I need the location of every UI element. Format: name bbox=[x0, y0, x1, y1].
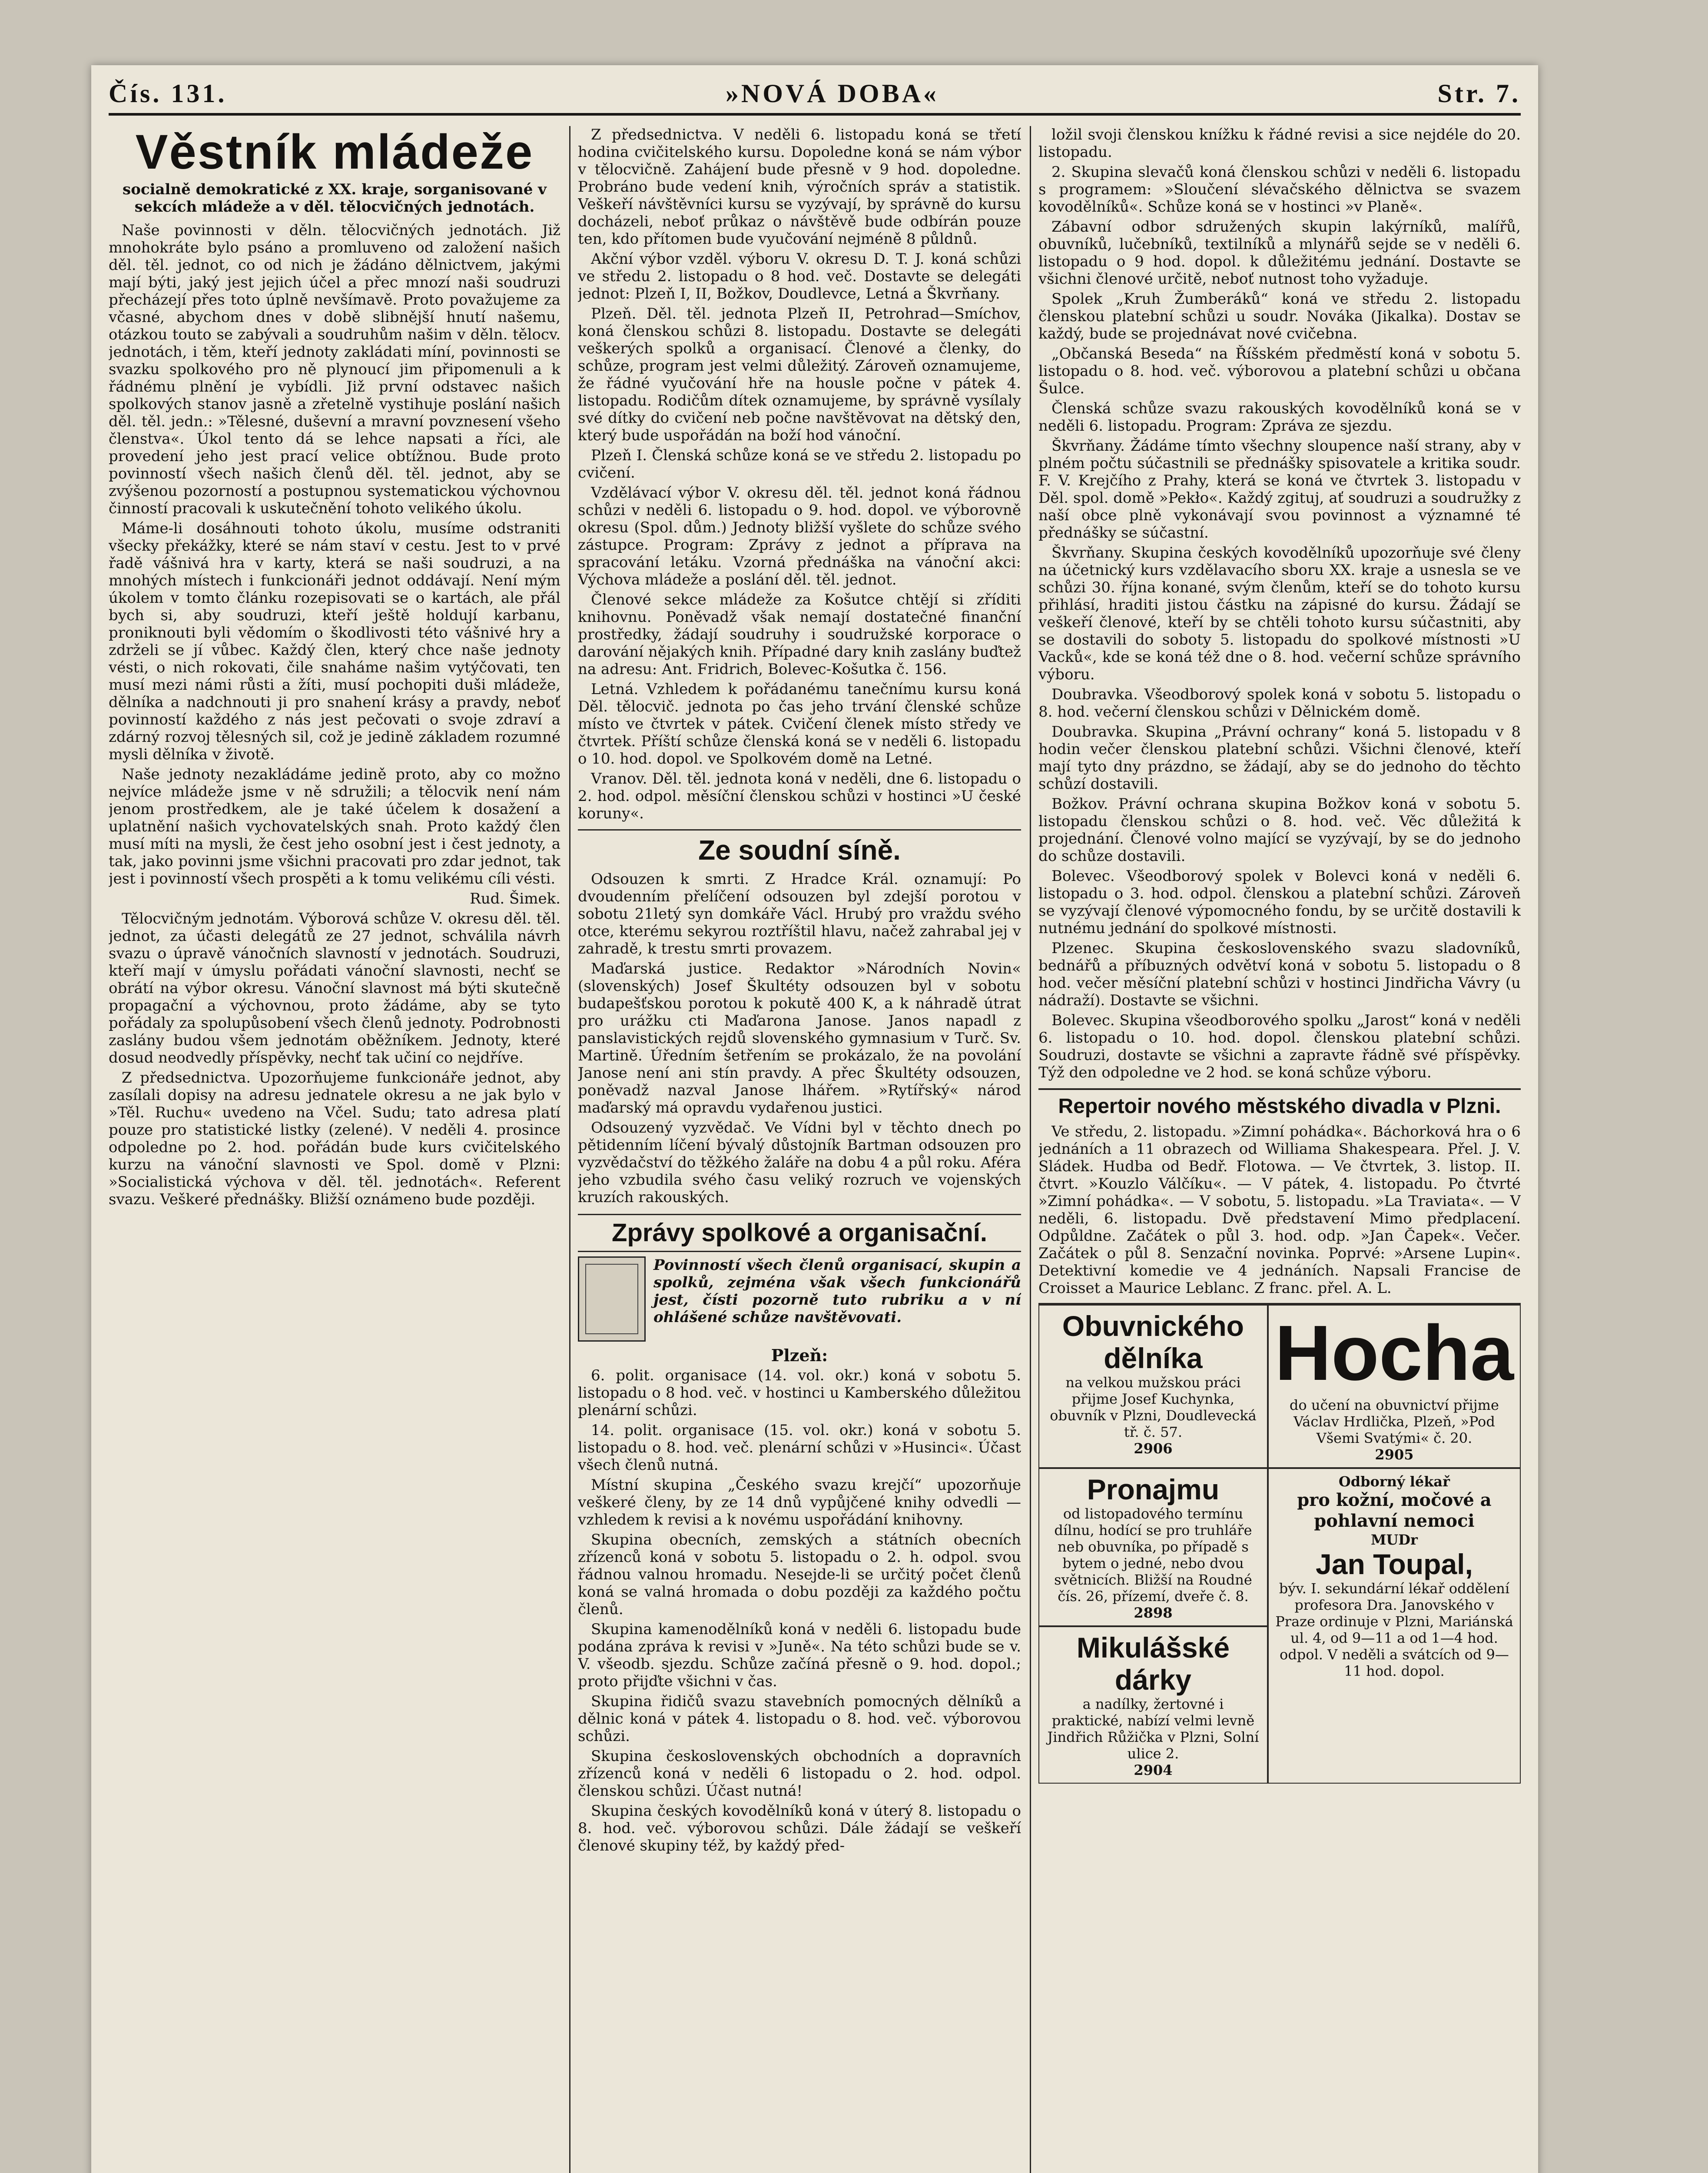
association-paragraph: 14. polit. organisace (15. vol. okr.) koná v sobotu 5. listopadu o 8. hod. več. plenární schůzi v »Husinci«. Účast všech členů nutná. bbox=[578, 1422, 1021, 1474]
ad-line: pro kožní, močové a pohlavní nemoci bbox=[1297, 1490, 1492, 1531]
association-paragraph: ložil svoji členskou knížku k řádné revisi a sice nejdéle do 20. listopadu. bbox=[1038, 126, 1521, 161]
column-2 bbox=[578, 126, 1021, 2173]
association-paragraph: Doubravka. Všeodborový spolek koná v sobotu 5. listopadu o 8. hod. večerní členskou schůzi v Dělnickém domě. bbox=[1038, 686, 1521, 721]
notice-text: Povinností všech členů organisací, skupin a spolků, zejména však všech funkcionářů jest, čísti pozorně tuto rubriku a v ní ohlášené schůze navštěvovati. bbox=[653, 1256, 1021, 1326]
column-3 bbox=[1038, 126, 1521, 2173]
ad-number: 2904 bbox=[1134, 1762, 1173, 1778]
court-section-heading: Ze soudní síně. bbox=[578, 829, 1021, 865]
association-paragraph: Doubravka. Skupina „Právní ochrany“ koná 5. listopadu v 8 hodin večer členskou platební schůzi. Všichni členové, kteří mají tyto dny prázdno, se žádají, aby se do jednoho do těchto schůzí dostavili. bbox=[1038, 723, 1521, 793]
association-paragraph: Škvrňany. Žádáme tímto všechny sloupence naší strany, aby v plném počtu súčastnili se přednášky spisovatele a kritika soudr. F. V. Krejčího z Prahy, která se koná ve čtvrtek 3. listopadu v Děl. spol. domě »Pekło«. Každý zgituj, ať soudruzi a soudružky z naší obce plně vykonávají svou povinnost a významné té přednášky se súčastní. bbox=[1038, 437, 1521, 542]
association-paragraph: Spolek „Kruh Žumberáků“ koná ve středu 2. listopadu členskou platební schůzi u soudr. Nováka (Jikalka). Dostav se každý, bude se projednávat nové cvičebna. bbox=[1038, 290, 1521, 342]
article-paragraph: Z předsednictva. Upozorňujeme funkcionáře jednot, aby zasílali dopisy na adresu jednatele okresu a ne jak bylo v »Těl. Ruchu« uvedeno na Včel. Sudu; tato adresa platí pouze pro statistické listky (zelené). V neděli 4. prosince odpoledne po 2. hod. pořádán bude kurs cvičitelského kurzu na vánoční slavnosti ve Spol. domě v Plzni: »Socialistická výchova v děl. těl. jednotách«. Referent svazu. Veškeré přednášky. Bližší oznámeno bude později. bbox=[109, 1069, 560, 1208]
ad-doctor bbox=[1268, 1468, 1521, 1784]
notice-paragraph: Z předsednictva. V neděli 6. listopadu koná se třetí hodina cvičitelského kursu. Dopoledne koná se nám výbor v tělocvičně. Zahájení bude přesně v 9 hod. dopoledne. Probráno bude vedení knih, výročních správ a statistik. Veškeří návštěvníci kursu se vyzývají, by správně do kursu docházeli, neboť průkaz o návštěvě bude odbírán pouze ten, kdo přítomen bude vyučování nejméně 8 půldnů. bbox=[578, 126, 1021, 248]
ad-body: a nadílky, žertovné i praktické, nabízí velmi levně Jindřich Růžička v Plzni, Solní ulice 2. bbox=[1047, 1696, 1259, 1762]
notice-paragraph: Akční výbor vzděl. výboru V. okresu D. T. J. koná schůzi ve středu 2. listopadu o 8 hod. več. Dostavte se delegáti jednot: Plzeň I, II, Božkov, Doudlevce, Letná a Škvrňany. bbox=[578, 250, 1021, 302]
issue-number: Čís. 131. bbox=[109, 79, 227, 108]
notice-paragraph: Vranov. Děl. těl. jednota koná v neděli, dne 6. listopadu o 2. hod. odpol. měsíční členskou schůzi v hostinci »U české koruny«. bbox=[578, 770, 1021, 822]
youth-bulletin-subheading: socialně demokratické z XX. kraje, sorganisované v sekcích mládeže a v děl. tělocvičných jednotách. bbox=[123, 181, 547, 216]
court-paragraph: Maďarská justice. Redaktor »Národních Novin« (slovenských) Josef Škultéty odsouzen byl v sobotu budapešťskou porotou k pokutě 400 K, a k náhradě útrat pro urážku cti Maďarona Janose. Janos napadl z panslavistických rejdů slovenského gymnasium v Turč. Sv. Martině. Úředním šetřením se prokázalo, že na povolání Janose není ani stín pravdy. A přec Škultéty odsouzen, poněvadž nazval Janose lhářem. »Rytířský« národ maďarský má opravdu vydařenou justici. bbox=[578, 960, 1021, 1116]
notice-paragraph: Letná. Vzhledem k pořádanému tanečnímu kursu koná Děl. tělocvič. jednota po čas jeho trvání členské schůze místo ve čtvrtek v pátek. Cvičení členek místo středy ve čtvrtek. Příští schůze členská koná se v neděli 6. listopadu o 10. hod. dopol. ve Spolkovém domě na Letné. bbox=[578, 681, 1021, 768]
notice-paragraph: Členové sekce mládeže za Košutce chtějí si zříditi knihovnu. Poněvadž však nemají dostatečné finanční prostředky, žádají soudruhy i soudružské korporace o darování nějakých knih. Případné dary knih zaslány buďtež na adresu: Ant. Fridrich, Bolevec-Košutka č. 156. bbox=[578, 591, 1021, 678]
association-paragraph: 2. Skupina slevačů koná členskou schůzi v neděli 6. listopadu s programem: »Sloučení slévačského dělnictva se svazem kovodělníků«. Schůze koná se v hostinci »v Planě«. bbox=[1038, 163, 1521, 216]
association-paragraph: Skupina českých kovodělníků koná v úterý 8. listopadu o 8. hod. več. výborovou schůzi. Dále žádají se veškeří členové skupiny též, by každý před- bbox=[578, 1802, 1021, 1854]
article-paragraph: Máme-li dosáhnouti tohoto úkolu, musíme odstraniti všecky překážky, které se nám staví v cestu. Jest to v prvé řadě vášnivá hra v karty, která se naši soudruzi, a na mnohých místech i funkcionáři jednot oddávají. Není mým úkolem v tomto článku rozepisovati se o kartách, ale přál bych si, aby soudruzi, kteří ještě holdují karbanu, proniknouti byli vědomím o škodlivosti této vášnivé hry a zdrželi se jí vůbec. Každý člen, který chce naše jednoty vésti, o nich rokovati, čile snaháme našim vytýčovati, ten musí mezi námi růsti a žíti, musí pochopiti duši mládeže, dělníka a nadchnouti ji pro snahení krásy a pravdy, neboť povinností každého z nás jest pečovati o svoje zdraví a zdárný rozvoj tělesných sil, což je jedině základem rozumné mysli dělníka v životě. bbox=[109, 520, 560, 763]
ad-body: na velkou mužskou práci přijme Josef Kuchynka, obuvník v Plzni, Doudlevecká tř. č. 57. bbox=[1050, 1374, 1257, 1440]
association-paragraph: Skupina obecních, zemských a státních obecních zřízenců koná v sobotu 5. listopadu o 2. h. odpol. svou řádnou valnou hromadu. Nesejde-li se určitý počet členů koná se valná hromada o dobu později za každého počtu členů. bbox=[578, 1531, 1021, 1618]
association-paragraph: Božkov. Právní ochrana skupina Božkov koná v sobotu 5. listopadu členskou schůzi o 8. hod. več. Věc důležitá k projednání. Členové volno mající se vyzývají, by se do jednoho do schůze dostavili. bbox=[1038, 795, 1521, 865]
ad-title: Mikulášské bbox=[1076, 1631, 1230, 1664]
association-paragraph: Skupina řidičů svazu stavebních pomocných dělníků a dělnic koná v pátek 4. listopadu o 8. hod. več. výborovou schůzi. bbox=[578, 1693, 1021, 1745]
ad-title: dárky bbox=[1114, 1664, 1191, 1696]
associations-section-heading: Zprávy spolkové a organisační. bbox=[578, 1214, 1021, 1252]
notice-paragraph: Plzeň. Děl. těl. jednota Plzeň II, Petrohrad—Smíchov, koná členskou schůzi 8. listopadu. Dostavte se delegáti veškerých spolků a organisací. Členové a členky, do schůze, program jest velmi důležitý. Zároveň oznamujeme, že řádné vyučování hře na housle počne v pátek 4. listopadu. Rodičům dítek oznamujeme, by správně vysílaly své dítky do cvičení neb počne navštěvovat na dětský den, který bude uspořádán na boží hod vánoční. bbox=[578, 305, 1021, 444]
article-paragraph: Naše jednoty nezakládáme jedině proto, aby co možno nejvíce mládeže jsme v ně sdružili; a tělocvik není nám jenom prostředkem, ale je také účelem k dosažení a uplatnění našich vychovatelských snah. Proto každý člen musí míti na mysli, že čest jeho osobní jest i čest jednoty, a tak, jako povinni jsme všichni pracovati pro zdar jednot, tak jest i povinností všech prospěti a k tomu velikému cíli vésti. bbox=[109, 766, 560, 887]
ad-body: do učení na obuvnictví přijme Václav Hrdlička, Plzeň, »Pod Všemi Svatými« č. 20. bbox=[1289, 1397, 1499, 1446]
ad-line: Odborný lékař bbox=[1338, 1473, 1450, 1490]
ad-gifts bbox=[1038, 1626, 1268, 1784]
ad-number: 2906 bbox=[1134, 1440, 1173, 1457]
article-paragraph: Naše povinnosti v děln. tělocvičných jednotách. Již mnohokráte bylo psáno a promluveno od založení našich děl. těl. jednot, co od nich je žádáno dělnictvem, jakými mají býti, jaký jest jejich účel a přec mnozí naši soudruzi přecházejí přes toto úplně nevšímavě. Proto považujeme za včasné, abychom dnes v době slibnější hnutí našemu, otázkou touto se zabývali a soudruhům našim v děln. tělocv. jednotách, i těm, kteří jednoty zakládati míní, povinnosti se svazku spolkového pro ně plynoucí jim připomenuli a k řádnému plnění je vybídli. Již první odstavec našich spolkových stanov jasně a zřetelně vystihuje poslání našich děl. těl. jedn.: »Tělesné, duševní a mravní povznesení všeho členstva«. Úkol tento dá se lehce napsati a říci, ale provedení jeho jest prací velice obtížnou. Bude proto povinností všech našich členů děl. těl. jednot, aby se zvýšenou pozorností a postupnou systematickou výchovnou činností pracovali k uskutečnění tohoto velikého úkolu. bbox=[109, 222, 560, 517]
newspaper-title: »NOVÁ DOBA« bbox=[725, 79, 939, 108]
association-paragraph: Plzenec. Skupina československého svazu sladovníků, bednářů a příbuzných odvětví koná v sobotu 5. listopadu o 8 hod. večer měsíční platební schůzi v hostinci Jindřicha Vávry (u nádraží). Dostavte se všichni. bbox=[1038, 940, 1521, 1009]
ad-title: Hocha bbox=[1274, 1309, 1514, 1397]
ad-body: od listopadového termínu dílnu, hodící se pro truhláře neb obuvníka, po případě s bytem o jedné, nebo dvou světnicích. Bližší na Roudné čís. 26, přízemí, dveře č. 8. bbox=[1054, 1505, 1252, 1605]
column-divider bbox=[1030, 126, 1031, 2173]
ad-line: MUDr bbox=[1370, 1532, 1418, 1548]
ad-title: Obuvnického bbox=[1062, 1310, 1244, 1342]
notice-paragraph: Vzdělávací výbor V. okresu děl. těl. jednot koná řádnou schůzi v neděli 6. listopadu o 9. hod. dopol. ve výborovně okresu (Spol. dům.) Jednoty bližší vyšlete do schůze svého zástupce. Program: Zprávy z jednot a příprava na spracování letáku. Vzorná přednáška na vánoční akci: Výchova mládeže a poslání děl. těl. jednot. bbox=[578, 484, 1021, 588]
theatre-repertoire-text: Ve středu, 2. listopadu. »Zimní pohádka«. Báchorková hra o 6 jednáních a 11 obrazech od Williama Shakespeara. Přel. J. V. Sládek. Hudba od Bedř. Flotowa. — Ve čtvrtek, 3. listop. II. čtvrt. »Kouzlo Válčíku«. — V pátek, 4. listopadu. Po čtvrté »Zimní pohádka«. — V sobotu, 5. listopadu. »La Traviata«. — V neděli, 6. listopadu. Dvě představení Mimo předplacení. Odpůldne. Začátek o půl 3. hod. odp. »Jan Čapek«. Večer. Začátek o půl 8. Senzační novinka. Poprvé: »Arsene Lupin«. Detektivní komedie ve 4 jednáních. Napsali Francise de Croisset a Maurice Leblanc. Z franc. přel. A. L. bbox=[1038, 1123, 1521, 1297]
court-paragraph: Odsouzen k smrti. Z Hradce Král. oznamují: Po dvoudenním přelíčení odsouzen byl zdejší porotou v sobotu 21letý syn domkáře Václ. Hrubý pro vraždu svého otce, kterému sekyrou roztříštil hlavu, načež zahrabal jej v zahradě, k trestu smrti provazem. bbox=[578, 871, 1021, 957]
newspaper-page bbox=[91, 65, 1538, 2173]
association-paragraph: „Občanská Beseda“ na Říšském předměstí koná v sobotu 5. listopadu o 8. hod. več. výborovou a platební schůzi u občana Šulce. bbox=[1038, 345, 1521, 397]
notice-paragraph: Plzeň I. Členská schůze koná se ve středu 2. listopadu po cvičení. bbox=[578, 447, 1021, 482]
ad-shoemaker bbox=[1038, 1305, 1268, 1468]
ad-title: Pronajmu bbox=[1087, 1473, 1220, 1505]
column-1 bbox=[109, 126, 560, 2173]
ad-doctor-name: Jan Toupal, bbox=[1316, 1548, 1473, 1580]
advertisements bbox=[1038, 1303, 1521, 1784]
association-paragraph: Bolevec. Všeodborový spolek v Bolevci koná v neděli 6. listopadu o 3. hod. odpol. členskou a platební schůzi. Zároveň se vyzývají členové výpomocného fondu, by se určitě dostavili k nutnému jednání do spolkové místnosti. bbox=[1038, 867, 1521, 937]
article-paragraph: Tělocvičným jednotám. Výborová schůze V. okresu děl. těl. jednot, za účasti delegátů ze 27 jednot, schválila návrh svazu o úpravě vánočních slavností v jednotách. Soudruzi, kteří mají v úmyslu pořádati vánoční slavnosti, nechť se obrátí na výbor okresu. Vánoční slavnost má býti skutečně propagační a výchovnou, proto žádáme, aby se tyto pořádaly za spolupůsobení všech členů jednoty. Podrobnosti zaslány budou všem jednotám oběžníkem. Jednoty, které dosud neodvedly příspěvky, nechť tak učiní co nejdříve. bbox=[109, 910, 560, 1067]
youth-bulletin-heading: Věstník mládeže bbox=[135, 126, 534, 179]
ad-number: 2898 bbox=[1134, 1605, 1173, 1621]
association-paragraph: Zábavní odbor sdružených skupin lakýrníků, malířů, obuvníků, lučebníků, textilníků a mlynářů sejde se v neděli 6. listopadu o 9 hod. dopol. k důležitému jednání. Dostavte se všichni členové určitě, neboť nutnost toho vyžaduje. bbox=[1038, 218, 1521, 288]
ad-body: býv. I. sekundární lékař oddělení profesora Dra. Janovského v Praze ordinuje v Plzni, Mariánská ul. 4, od 9—11 a od 1—4 hod. odpol. V neděli a svátcích od 9—11 hod. dopol. bbox=[1275, 1580, 1513, 1679]
illustration-stamp bbox=[578, 1256, 646, 1342]
association-paragraph: Místní skupina „Českého svazu krejčí“ upozorňuje veškeré členy, by ze 14 dnů vypůjčené knihy odvedli — vzhledem k revisi a k novému uspořádání knihovny. bbox=[578, 1476, 1021, 1528]
court-paragraph: Odsouzený vyzvědač. Ve Vídni byl v těchto dnech po pětidenním líčení bývalý důstojník Bartman odsouzen pro vyzvědačství do těžkého žaláře na dobu 4 a půl roku. Aféra jeho vzbudila svého času veliký rozruch ve vojenských kruzích rakouských. bbox=[578, 1119, 1021, 1206]
place-heading: Plzeň: bbox=[771, 1346, 828, 1365]
association-paragraph: Skupina československých obchodních a dopravních zřízenců koná v neděli 6 listopadu o 2. hod. odpol. členskou schůzi. Účast nutná! bbox=[578, 1748, 1021, 1800]
masthead bbox=[109, 74, 1521, 116]
ad-apprentice bbox=[1268, 1305, 1521, 1468]
ad-rental bbox=[1038, 1468, 1268, 1626]
association-paragraph: Skupina kamenodělníků koná v neděli 6. listopadu bude podána zpráva k revisi v »Juně«. Na této schůzi bude se v. V. všeodb. sjezdu. Schůze začíná přesně o 9. hod. dopol.; proto přijďte všichni v čas. bbox=[578, 1621, 1021, 1690]
association-paragraph: 6. polit. organisace (14. vol. okr.) koná v sobotu 5. listopadu o 8 hod. več. v hostinci u Kamberského důležitou plenární schůzi. bbox=[578, 1367, 1021, 1419]
ad-title: dělníka bbox=[1104, 1342, 1203, 1374]
article-signature: Rud. Šimek. bbox=[470, 890, 560, 907]
column-divider bbox=[569, 126, 570, 2173]
association-paragraph: Škvrňany. Skupina českých kovodělníků upozorňuje své členy na účetnický kurs vzdělavacího sboru XX. kraje a usnesla se ve schůzi 30. října konané, svým členům, kteří se do tohoto kursu přihlásí, hraditi jistou částku na zápisné do kursu. Žádají se veškeří členové, kteří by se chtěli tohoto kursu súčastniti, aby se dostavili do soboty 5. listopadu do spolkové místnosti »U Vacků«, kde se koná též dne o 8. hod. večerní schůze správního výboru. bbox=[1038, 544, 1521, 683]
association-paragraph: Členská schůze svazu rakouských kovodělníků koná se v neděli 6. listopadu. Program: Zpráva ze sjezdu. bbox=[1038, 400, 1521, 435]
associations-notice bbox=[578, 1256, 1021, 1342]
page-number: Str. 7. bbox=[1437, 79, 1521, 108]
association-paragraph: Bolevec. Skupina všeodborového spolku „Jarost“ koná v neděli 6. listopadu o 10. hod. dopol. členskou platební schůzi. Soudruzi, dostavte se všichni a zapravte řádně své příspěvky. Týž den odpoledne ve 2 hod. se koná schůze výboru. bbox=[1038, 1012, 1521, 1081]
ad-number: 2905 bbox=[1375, 1446, 1414, 1463]
theatre-repertoire-heading: Repertoir nového městského divadla v Plzni. bbox=[1038, 1088, 1521, 1119]
